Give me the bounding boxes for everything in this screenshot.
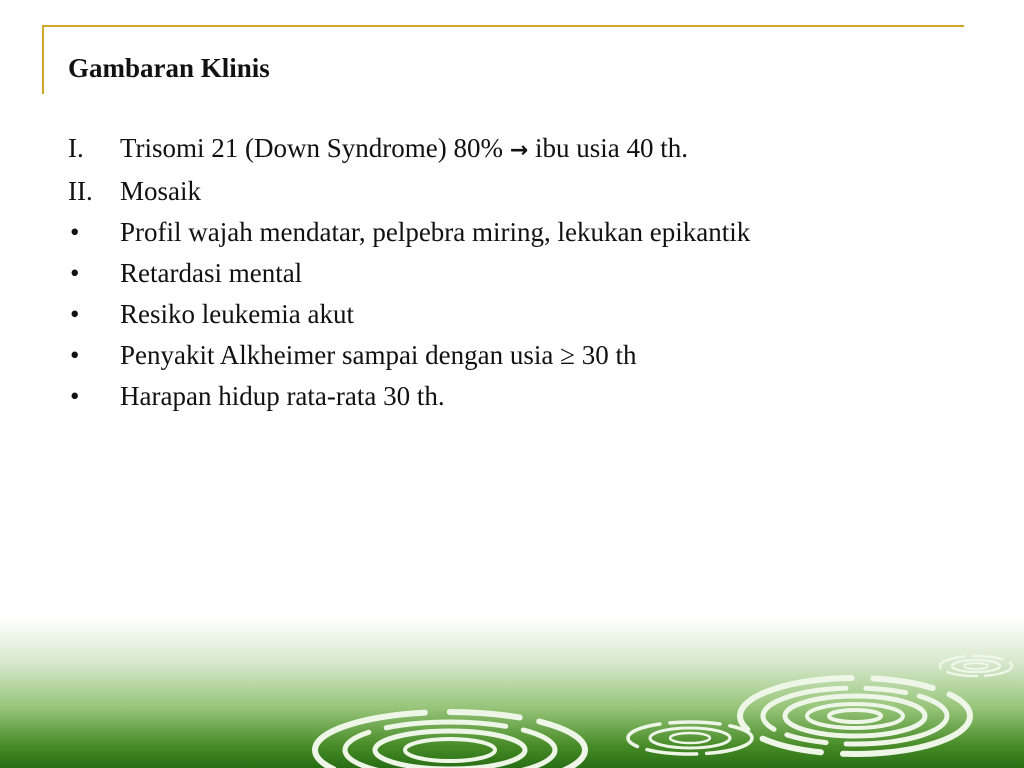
- list-item-retardasi: [68, 253, 968, 294]
- list-item-text: Penyakit Alkheimer sampai dengan usia ≥ 30 th: [120, 340, 637, 370]
- bullet-marker: •: [70, 381, 80, 411]
- right-arrow-icon: →: [509, 138, 529, 163]
- list-marker: I.: [68, 133, 84, 163]
- list-item-profil: [68, 212, 968, 253]
- list-item-alkheimer: [68, 335, 968, 376]
- water-ripple-icon: [0, 618, 1024, 768]
- content-list: [68, 128, 968, 417]
- bullet-marker: •: [70, 299, 80, 329]
- list-item-leukemia: [68, 294, 968, 335]
- list-item-text: [120, 128, 688, 171]
- list-item-text-before: Trisomi 21 (Down Syndrome) 80%: [120, 133, 510, 163]
- frame-top-line: [42, 25, 964, 27]
- bullet-marker: •: [70, 340, 80, 370]
- list-item-text: Mosaik: [120, 176, 201, 206]
- list-item-text: Profil wajah mendatar, pelpebra miring, lekukan epikantik: [120, 217, 751, 247]
- list-item-text: Harapan hidup rata-rata 30 th.: [120, 381, 445, 411]
- list-item-text: Retardasi mental: [120, 258, 303, 288]
- list-item-harapan: [68, 376, 968, 417]
- list-item-mosaik: [68, 171, 968, 212]
- list-marker: II.: [68, 176, 93, 206]
- slide-title: Gambaran Klinis: [68, 53, 270, 83]
- bullet-marker: •: [70, 258, 80, 288]
- bullet-marker: •: [70, 217, 80, 247]
- frame-left-line: [42, 25, 44, 94]
- list-item-trisomi: [68, 128, 968, 171]
- list-item-text: Resiko leukemia akut: [120, 299, 354, 329]
- list-item-text-after: ibu usia 40 th.: [528, 133, 688, 163]
